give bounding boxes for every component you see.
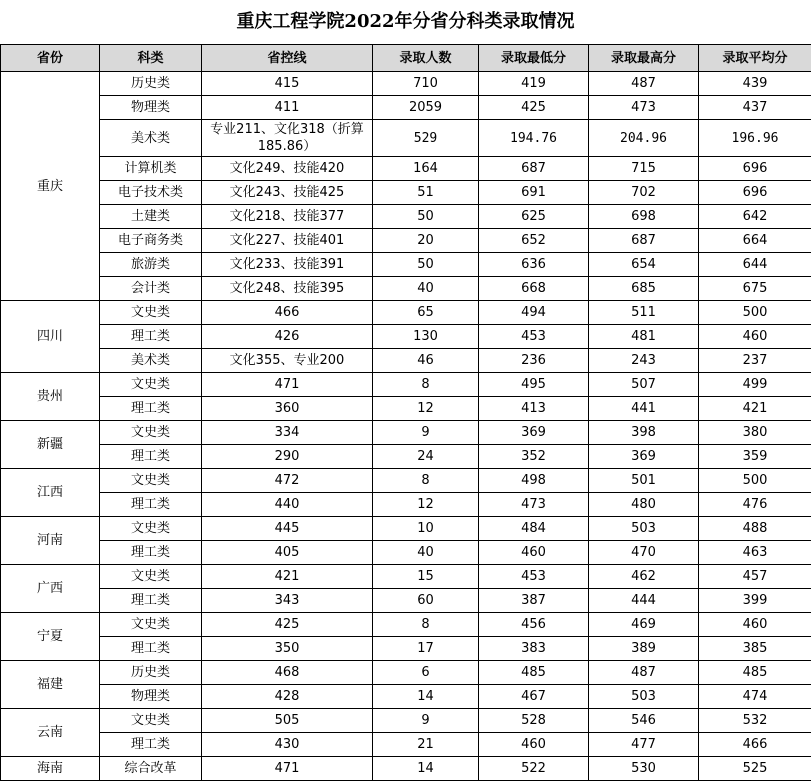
admitted-count-cell: 17 (373, 637, 479, 661)
avg-score-cell: 460 (699, 325, 811, 349)
column-header: 省份 (1, 45, 100, 72)
category-cell: 理工类 (100, 541, 202, 565)
max-score-cell: 477 (589, 733, 699, 757)
min-score-cell: 236 (479, 349, 589, 373)
min-score-cell: 460 (479, 733, 589, 757)
province-cell: 宁夏 (1, 613, 100, 661)
control-line-cell: 471 (202, 757, 373, 781)
table-row (1, 565, 811, 589)
admitted-count-cell: 50 (373, 253, 479, 277)
avg-score-cell: 359 (699, 445, 811, 469)
control-line-cell: 471 (202, 373, 373, 397)
category-cell: 理工类 (100, 445, 202, 469)
category-cell: 旅游类 (100, 253, 202, 277)
table-row (1, 397, 811, 421)
admitted-count-cell: 8 (373, 613, 479, 637)
admitted-count-cell: 12 (373, 493, 479, 517)
avg-score-cell: 421 (699, 397, 811, 421)
control-line-cell: 466 (202, 301, 373, 325)
admitted-count-cell: 65 (373, 301, 479, 325)
max-score-cell: 503 (589, 517, 699, 541)
min-score-cell: 652 (479, 229, 589, 253)
table-row (1, 709, 811, 733)
category-cell: 土建类 (100, 205, 202, 229)
min-score-cell: 352 (479, 445, 589, 469)
province-cell: 云南 (1, 709, 100, 757)
max-score-cell: 702 (589, 181, 699, 205)
category-cell: 美术类 (100, 120, 202, 157)
max-score-cell: 501 (589, 469, 699, 493)
table-row (1, 253, 811, 277)
min-score-cell: 383 (479, 637, 589, 661)
category-cell: 文史类 (100, 613, 202, 637)
province-cell: 河南 (1, 517, 100, 565)
admitted-count-cell: 2059 (373, 96, 479, 120)
table-row (1, 181, 811, 205)
max-score-cell: 511 (589, 301, 699, 325)
admitted-count-cell: 9 (373, 421, 479, 445)
control-line-cell: 472 (202, 469, 373, 493)
avg-score-cell: 385 (699, 637, 811, 661)
admitted-count-cell: 9 (373, 709, 479, 733)
max-score-cell: 204.96 (589, 120, 699, 157)
admitted-count-cell: 164 (373, 157, 479, 181)
avg-score-cell: 463 (699, 541, 811, 565)
max-score-cell: 470 (589, 541, 699, 565)
control-line-cell: 421 (202, 565, 373, 589)
min-score-cell: 687 (479, 157, 589, 181)
min-score-cell: 194.76 (479, 120, 589, 157)
avg-score-cell: 457 (699, 565, 811, 589)
table-row (1, 733, 811, 757)
control-line-cell: 文化249、技能420 (202, 157, 373, 181)
column-header: 录取最低分 (479, 45, 589, 72)
avg-score-cell: 500 (699, 301, 811, 325)
table-row (1, 637, 811, 661)
control-line-cell: 425 (202, 613, 373, 637)
table-row (1, 72, 811, 96)
category-cell: 美术类 (100, 349, 202, 373)
max-score-cell: 507 (589, 373, 699, 397)
max-score-cell: 687 (589, 229, 699, 253)
avg-score-cell: 380 (699, 421, 811, 445)
admitted-count-cell: 20 (373, 229, 479, 253)
table-row (1, 301, 811, 325)
table-row (1, 205, 811, 229)
table-header-row (1, 45, 811, 72)
control-line-cell: 343 (202, 589, 373, 613)
max-score-cell: 698 (589, 205, 699, 229)
category-cell: 理工类 (100, 397, 202, 421)
category-cell: 综合改革 (100, 757, 202, 781)
table-row (1, 469, 811, 493)
min-score-cell: 473 (479, 493, 589, 517)
control-line-cell: 文化243、技能425 (202, 181, 373, 205)
max-score-cell: 685 (589, 277, 699, 301)
table-row (1, 349, 811, 373)
province-cell: 福建 (1, 661, 100, 709)
max-score-cell: 473 (589, 96, 699, 120)
min-score-cell: 456 (479, 613, 589, 637)
min-score-cell: 453 (479, 325, 589, 349)
avg-score-cell: 696 (699, 181, 811, 205)
admitted-count-cell: 14 (373, 685, 479, 709)
control-line-cell: 440 (202, 493, 373, 517)
category-cell: 文史类 (100, 421, 202, 445)
province-cell: 海南 (1, 757, 100, 781)
province-cell: 重庆 (1, 72, 100, 301)
avg-score-cell: 437 (699, 96, 811, 120)
admitted-count-cell: 8 (373, 469, 479, 493)
admission-table (0, 44, 811, 781)
table-row (1, 757, 811, 781)
min-score-cell: 484 (479, 517, 589, 541)
category-cell: 物理类 (100, 96, 202, 120)
table-body (1, 45, 811, 781)
control-line-cell: 文化233、技能391 (202, 253, 373, 277)
min-score-cell: 419 (479, 72, 589, 96)
control-line-cell: 415 (202, 72, 373, 96)
min-score-cell: 495 (479, 373, 589, 397)
avg-score-cell: 474 (699, 685, 811, 709)
min-score-cell: 467 (479, 685, 589, 709)
avg-score-cell: 460 (699, 613, 811, 637)
admitted-count-cell: 8 (373, 373, 479, 397)
avg-score-cell: 675 (699, 277, 811, 301)
admitted-count-cell: 60 (373, 589, 479, 613)
table-row (1, 120, 811, 157)
avg-score-cell: 488 (699, 517, 811, 541)
category-cell: 计算机类 (100, 157, 202, 181)
table-row (1, 493, 811, 517)
min-score-cell: 369 (479, 421, 589, 445)
admitted-count-cell: 6 (373, 661, 479, 685)
max-score-cell: 546 (589, 709, 699, 733)
control-line-cell: 350 (202, 637, 373, 661)
max-score-cell: 481 (589, 325, 699, 349)
max-score-cell: 441 (589, 397, 699, 421)
min-score-cell: 453 (479, 565, 589, 589)
avg-score-cell: 485 (699, 661, 811, 685)
category-cell: 文史类 (100, 373, 202, 397)
control-line-cell: 428 (202, 685, 373, 709)
control-line-cell: 专业211、文化318（折算185.86） (202, 120, 373, 157)
control-line-cell: 468 (202, 661, 373, 685)
admitted-count-cell: 24 (373, 445, 479, 469)
avg-score-cell: 399 (699, 589, 811, 613)
category-cell: 文史类 (100, 709, 202, 733)
column-header: 录取最高分 (589, 45, 699, 72)
avg-score-cell: 696 (699, 157, 811, 181)
table-row (1, 541, 811, 565)
table-row (1, 96, 811, 120)
min-score-cell: 528 (479, 709, 589, 733)
table-row (1, 325, 811, 349)
control-line-cell: 426 (202, 325, 373, 349)
category-cell: 文史类 (100, 301, 202, 325)
min-score-cell: 387 (479, 589, 589, 613)
table-row (1, 661, 811, 685)
avg-score-cell: 664 (699, 229, 811, 253)
province-cell: 广西 (1, 565, 100, 613)
category-cell: 文史类 (100, 565, 202, 589)
province-cell: 新疆 (1, 421, 100, 469)
table-row (1, 421, 811, 445)
province-cell: 江西 (1, 469, 100, 517)
table-row (1, 229, 811, 253)
control-line-cell: 文化355、专业200 (202, 349, 373, 373)
province-cell: 贵州 (1, 373, 100, 421)
min-score-cell: 485 (479, 661, 589, 685)
control-line-cell: 430 (202, 733, 373, 757)
avg-score-cell: 476 (699, 493, 811, 517)
avg-score-cell: 532 (699, 709, 811, 733)
max-score-cell: 654 (589, 253, 699, 277)
avg-score-cell: 644 (699, 253, 811, 277)
min-score-cell: 425 (479, 96, 589, 120)
admitted-count-cell: 51 (373, 181, 479, 205)
table-row (1, 157, 811, 181)
avg-score-cell: 525 (699, 757, 811, 781)
category-cell: 会计类 (100, 277, 202, 301)
control-line-cell: 334 (202, 421, 373, 445)
max-score-cell: 503 (589, 685, 699, 709)
min-score-cell: 494 (479, 301, 589, 325)
province-cell: 四川 (1, 301, 100, 373)
avg-score-cell: 237 (699, 349, 811, 373)
max-score-cell: 398 (589, 421, 699, 445)
control-line-cell: 405 (202, 541, 373, 565)
max-score-cell: 487 (589, 661, 699, 685)
admitted-count-cell: 50 (373, 205, 479, 229)
min-score-cell: 522 (479, 757, 589, 781)
column-header: 录取平均分 (699, 45, 811, 72)
admitted-count-cell: 46 (373, 349, 479, 373)
min-score-cell: 668 (479, 277, 589, 301)
avg-score-cell: 642 (699, 205, 811, 229)
page-title: 重庆工程学院2022年分省分科类录取情况 (0, 0, 811, 44)
avg-score-cell: 439 (699, 72, 811, 96)
column-header: 省控线 (202, 45, 373, 72)
admitted-count-cell: 529 (373, 120, 479, 157)
category-cell: 电子商务类 (100, 229, 202, 253)
control-line-cell: 文化227、技能401 (202, 229, 373, 253)
category-cell: 理工类 (100, 637, 202, 661)
category-cell: 电子技术类 (100, 181, 202, 205)
control-line-cell: 411 (202, 96, 373, 120)
min-score-cell: 625 (479, 205, 589, 229)
max-score-cell: 469 (589, 613, 699, 637)
category-cell: 理工类 (100, 589, 202, 613)
max-score-cell: 462 (589, 565, 699, 589)
category-cell: 理工类 (100, 493, 202, 517)
table-row (1, 445, 811, 469)
category-cell: 理工类 (100, 733, 202, 757)
min-score-cell: 691 (479, 181, 589, 205)
min-score-cell: 636 (479, 253, 589, 277)
table-row (1, 589, 811, 613)
control-line-cell: 360 (202, 397, 373, 421)
min-score-cell: 498 (479, 469, 589, 493)
admitted-count-cell: 40 (373, 541, 479, 565)
max-score-cell: 487 (589, 72, 699, 96)
max-score-cell: 444 (589, 589, 699, 613)
avg-score-cell: 466 (699, 733, 811, 757)
table-row (1, 517, 811, 541)
category-cell: 物理类 (100, 685, 202, 709)
table-row (1, 277, 811, 301)
column-header: 录取人数 (373, 45, 479, 72)
admitted-count-cell: 130 (373, 325, 479, 349)
category-cell: 理工类 (100, 325, 202, 349)
admitted-count-cell: 12 (373, 397, 479, 421)
table-row (1, 613, 811, 637)
category-cell: 历史类 (100, 661, 202, 685)
control-line-cell: 445 (202, 517, 373, 541)
control-line-cell: 290 (202, 445, 373, 469)
max-score-cell: 369 (589, 445, 699, 469)
admitted-count-cell: 40 (373, 277, 479, 301)
admitted-count-cell: 710 (373, 72, 479, 96)
control-line-cell: 文化248、技能395 (202, 277, 373, 301)
max-score-cell: 243 (589, 349, 699, 373)
category-cell: 历史类 (100, 72, 202, 96)
admitted-count-cell: 21 (373, 733, 479, 757)
max-score-cell: 480 (589, 493, 699, 517)
avg-score-cell: 499 (699, 373, 811, 397)
admitted-count-cell: 14 (373, 757, 479, 781)
admitted-count-cell: 10 (373, 517, 479, 541)
avg-score-cell: 196.96 (699, 120, 811, 157)
category-cell: 文史类 (100, 469, 202, 493)
control-line-cell: 文化218、技能377 (202, 205, 373, 229)
min-score-cell: 460 (479, 541, 589, 565)
min-score-cell: 413 (479, 397, 589, 421)
max-score-cell: 715 (589, 157, 699, 181)
admitted-count-cell: 15 (373, 565, 479, 589)
table-row (1, 685, 811, 709)
category-cell: 文史类 (100, 517, 202, 541)
max-score-cell: 389 (589, 637, 699, 661)
table-row (1, 373, 811, 397)
column-header: 科类 (100, 45, 202, 72)
avg-score-cell: 500 (699, 469, 811, 493)
max-score-cell: 530 (589, 757, 699, 781)
control-line-cell: 505 (202, 709, 373, 733)
